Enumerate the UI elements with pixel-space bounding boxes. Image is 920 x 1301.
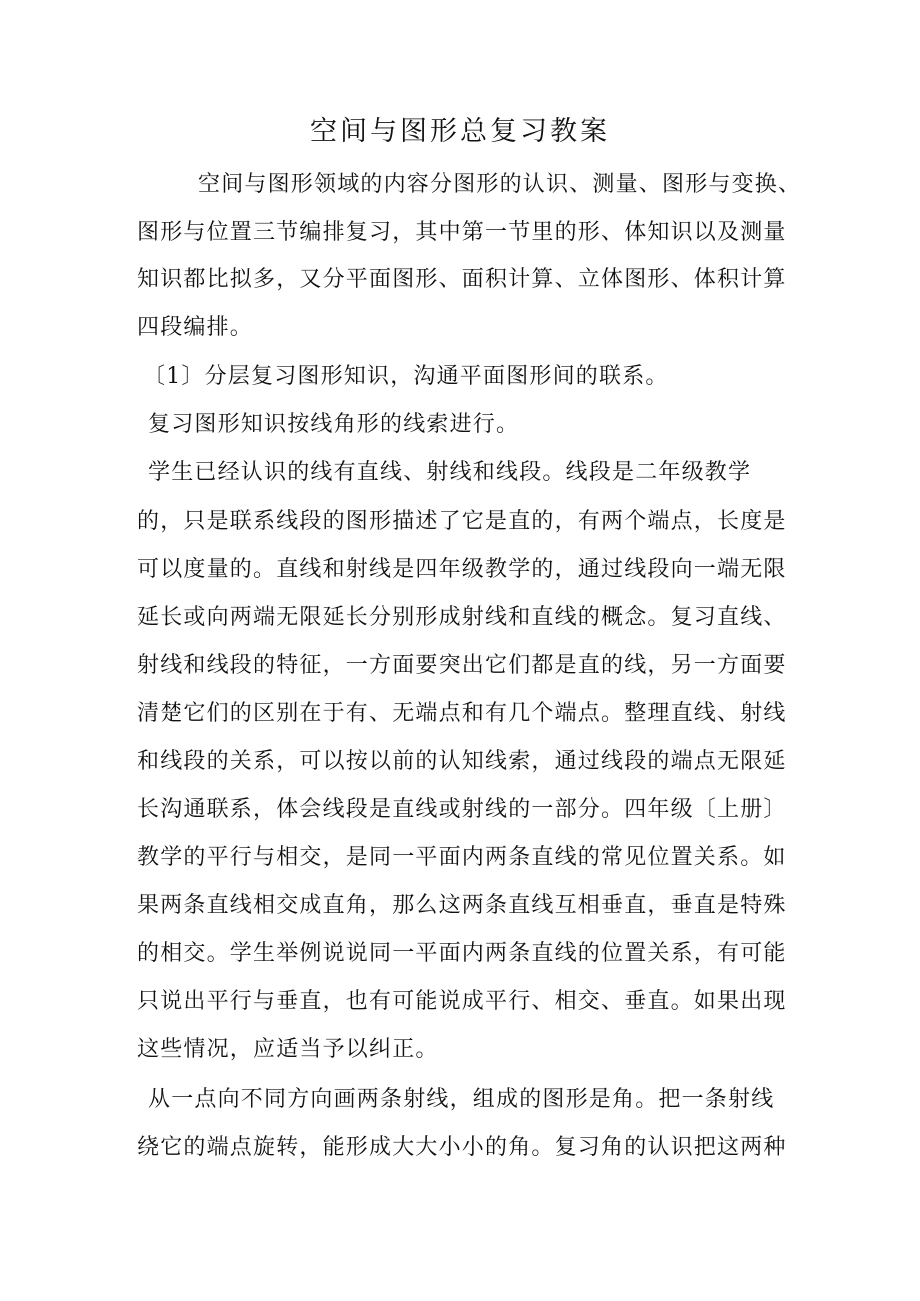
paragraph-line: 知识都比拟多，又分平面图形、面积计算、立体图形、体积计算 bbox=[137, 267, 787, 292]
paragraph-line: 清楚它们的区别在于有、无端点和有几个端点。整理直线、射线 bbox=[137, 701, 787, 726]
paragraph-line: 和线段的关系，可以按以前的认知线索，通过线段的端点无限延 bbox=[137, 749, 787, 774]
paragraph-line: 空间与图形领域的内容分图形的认识、测量、图形与变换、 bbox=[198, 172, 802, 197]
paragraph-line: 只说出平行与垂直，也有可能说成平行、相交、垂直。如果出现 bbox=[137, 989, 787, 1014]
paragraph-line: 学生已经认识的线有直线、射线和线段。线段是二年级教学 bbox=[148, 460, 752, 485]
paragraph-line: 四段编排。 bbox=[137, 315, 254, 340]
paragraph-line: 从一点向不同方向画两条射线，组成的图形是角。把一条射线 bbox=[148, 1087, 775, 1112]
paragraph-line: 长沟通联系，体会线段是直线或射线的一部分。四年级〔上册〕 bbox=[137, 797, 787, 822]
paragraph-line: 延长或向两端无限延长分别形成射线和直线的概念。复习直线、 bbox=[137, 605, 787, 630]
paragraph-line: 这些情况，应适当予以纠正。 bbox=[137, 1037, 439, 1062]
section-heading: 〔1〕分层复习图形知识，沟通平面图形间的联系。 bbox=[143, 364, 669, 389]
page-title: 空间与图形总复习教案 bbox=[310, 116, 610, 147]
paragraph-line: 果两条直线相交成直角，那么这两条直线互相垂直，垂直是特殊 bbox=[137, 893, 787, 918]
paragraph-line: 的相交。学生举例说说同一平面内两条直线的位置关系，有可能 bbox=[137, 941, 787, 966]
paragraph-line: 教学的平行与相交，是同一平面内两条直线的常见位置关系。如 bbox=[137, 845, 787, 870]
paragraph-line: 绕它的端点旋转，能形成大大小小的角。复习角的认识把这两种 bbox=[137, 1135, 787, 1160]
paragraph-line: 可以度量的。直线和射线是四年级教学的，通过线段向一端无限 bbox=[137, 557, 787, 582]
paragraph-line: 图形与位置三节编排复习，其中第一节里的形、体知识以及测量 bbox=[137, 220, 787, 245]
paragraph-line: 的，只是联系线段的图形描述了它是直的，有两个端点，长度是 bbox=[137, 509, 787, 534]
paragraph-line: 射线和线段的特征，一方面要突出它们都是直的线，另一方面要 bbox=[137, 653, 787, 678]
paragraph-line: 复习图形知识按线角形的线索进行。 bbox=[148, 412, 520, 437]
